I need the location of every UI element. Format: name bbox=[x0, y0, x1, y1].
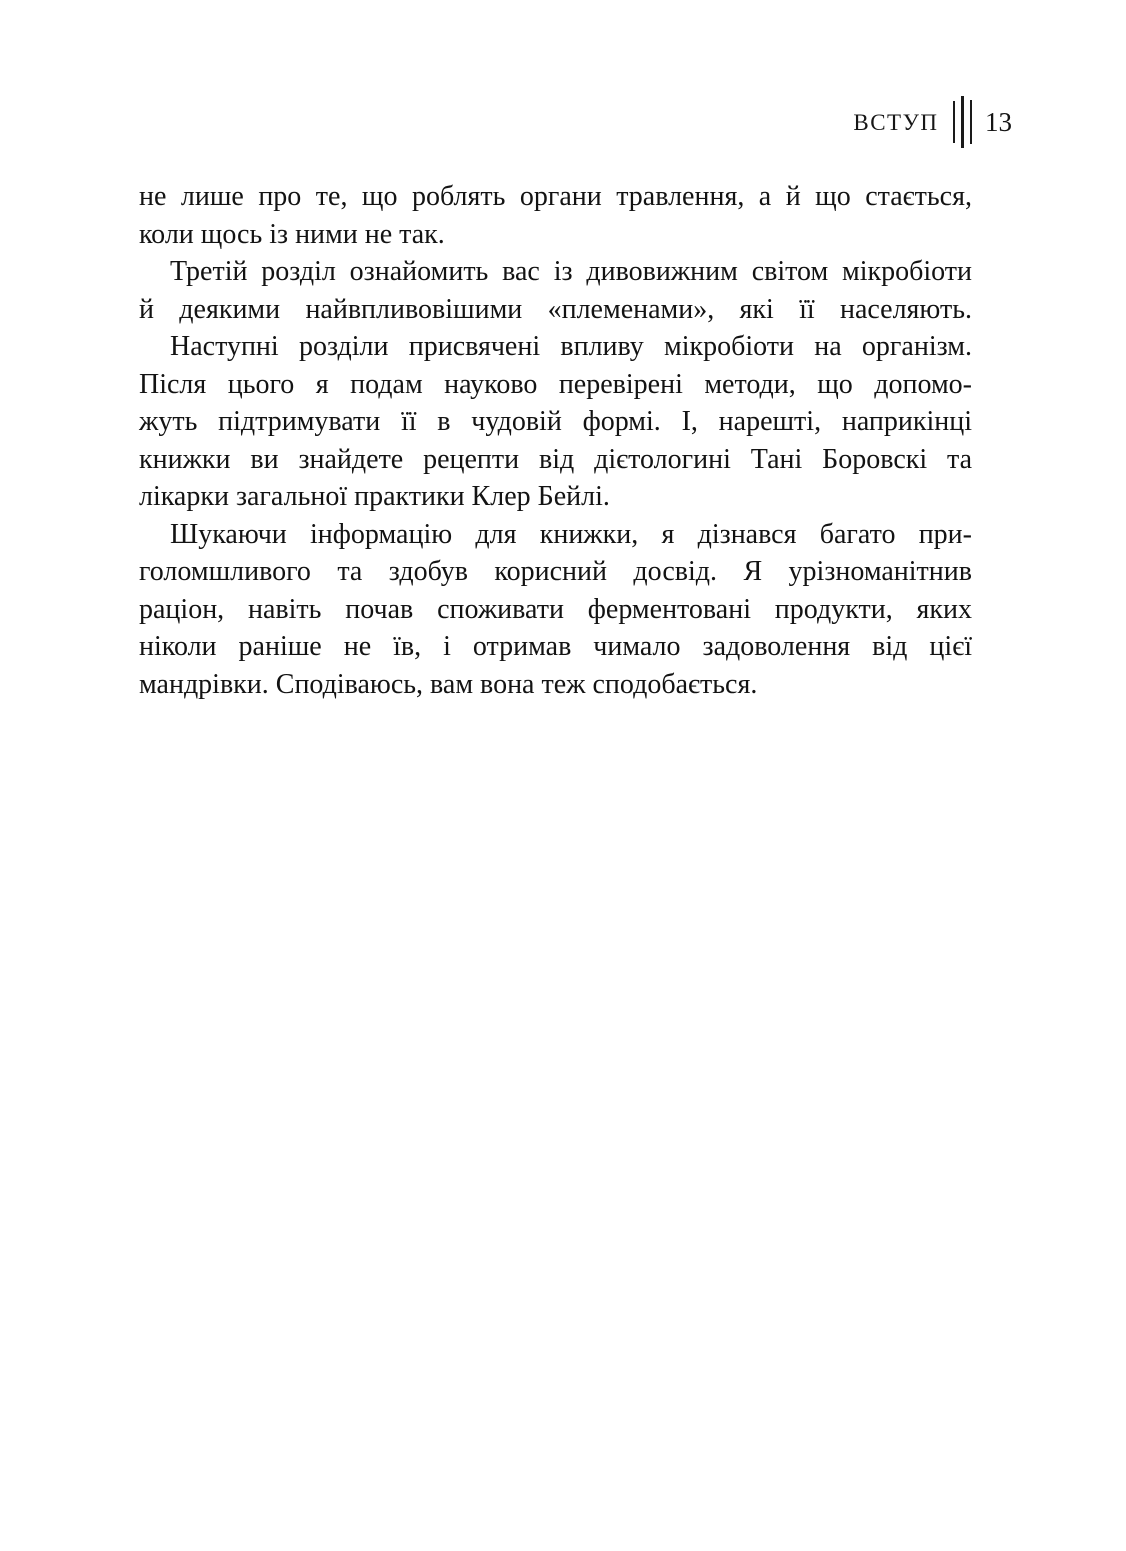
page-number: 13 bbox=[985, 106, 1012, 137]
body-line: книжки ви знайдете рецепти від дієтологині Тані Боровскі та bbox=[139, 443, 972, 475]
divider-bar bbox=[961, 96, 964, 148]
paragraph bbox=[139, 178, 972, 253]
body-line: Шукаючи інформацію для книжки, я дізнався багато при- bbox=[170, 518, 972, 550]
body-line: ніколи раніше не їв, і отримав чимало задоволення від цієї bbox=[139, 631, 972, 662]
paragraph bbox=[139, 253, 972, 328]
body-line: й деякими найвпливовішими «племенами», які її населяють. bbox=[139, 293, 972, 325]
body-line: Третій розділ ознайомить вас із дивовижним світом мікробіоти bbox=[170, 256, 972, 287]
body-line: коли щось із ними не так. bbox=[139, 218, 445, 250]
body-line: Наступні розділи присвячені впливу мікробіоти на організм. bbox=[170, 331, 972, 362]
section-title: ВСТУП bbox=[853, 110, 939, 135]
page-body bbox=[139, 178, 972, 703]
body-line: голомшливого та здобув корисний досвід. Я урізноманітнив bbox=[139, 556, 972, 587]
body-line: раціон, навіть почав споживати ферментовані продукти, яких bbox=[139, 593, 972, 625]
triple-vertical-bars-icon bbox=[953, 96, 973, 148]
running-header bbox=[853, 96, 1012, 148]
body-line: не лише про те, що роблять органи травлення, а й що стається, bbox=[139, 181, 972, 212]
paragraph bbox=[139, 328, 972, 516]
body-line: Після цього я подам науково перевірені методи, що допомо- bbox=[139, 368, 972, 400]
divider-bar bbox=[970, 100, 973, 144]
paragraph bbox=[139, 516, 972, 704]
body-line: лікарки загальної практики Клер Бейлі. bbox=[139, 481, 610, 512]
divider-bar bbox=[953, 101, 956, 143]
body-line: жуть підтримувати її в чудовій формі. І, нарешті, наприкінці bbox=[139, 406, 972, 437]
body-line: мандрівки. Сподіваюсь, вам вона теж сподобається. bbox=[139, 668, 758, 700]
